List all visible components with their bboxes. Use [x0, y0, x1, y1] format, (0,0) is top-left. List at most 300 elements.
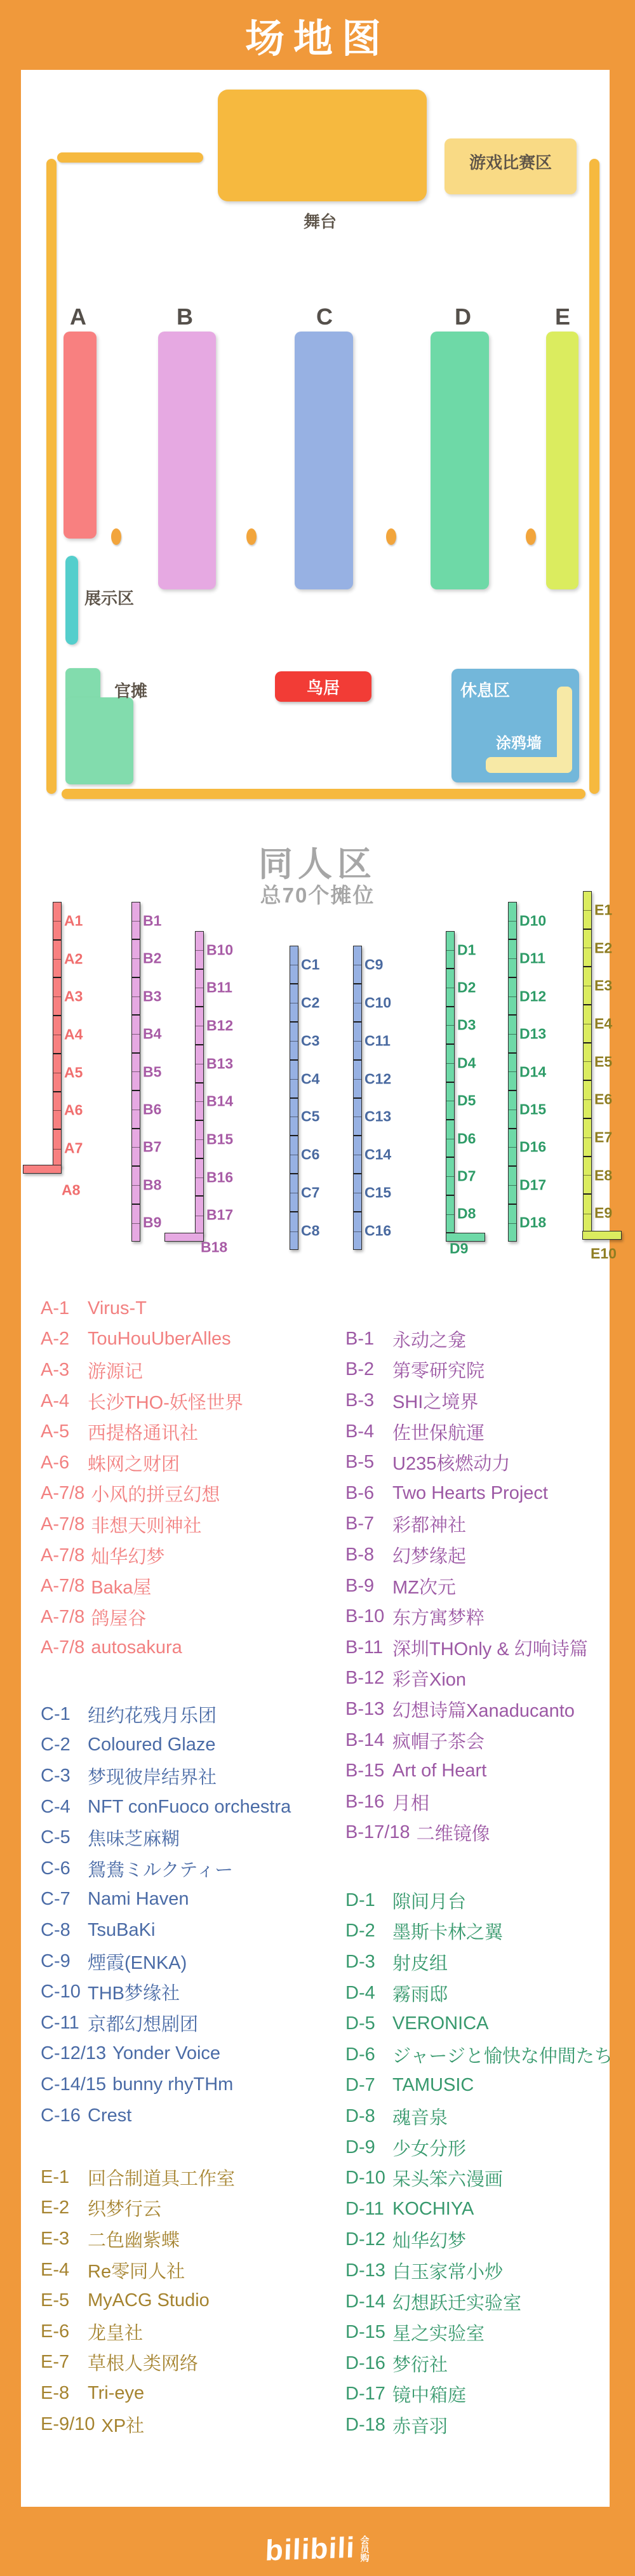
booth-cell-divider	[584, 1137, 591, 1138]
booth-strip-label: E2	[594, 939, 613, 956]
booth-list-row	[345, 1385, 588, 1416]
booth-cell	[132, 978, 140, 1016]
booth-name: Re零同人社	[88, 2261, 185, 2282]
booth-list-row	[41, 1602, 243, 1633]
booth-cell-divider	[509, 921, 516, 922]
booth-list-row	[41, 1386, 243, 1417]
booth-list-row	[41, 1699, 291, 1730]
booth-cell	[196, 1045, 203, 1083]
booth-strip-label: E6	[594, 1090, 613, 1108]
booth-name: NFT conFuoco orchestra	[88, 1796, 291, 1817]
booth-code: B-11	[345, 1637, 384, 1658]
booth-strip-label: E9	[594, 1204, 613, 1221]
exhibit-area-label: 展示区	[84, 589, 135, 608]
booth-name: 彩都神社	[392, 1515, 467, 1536]
booth-strip-label: E10	[591, 1245, 617, 1262]
booth-list-row	[345, 2194, 613, 2225]
booth-cell-divider	[584, 1061, 591, 1062]
booth-cell	[584, 1119, 591, 1157]
booth-cell	[584, 930, 591, 968]
booth-cell-divider	[132, 1071, 140, 1072]
booth-name: 焦味芝麻糊	[88, 1829, 180, 1850]
booth-cell-divider	[354, 1079, 361, 1080]
booth-strip-label: C16	[364, 1222, 392, 1239]
booth-strip-label: D5	[457, 1092, 476, 1109]
booth-cell	[446, 969, 454, 1007]
booth-strip-label: E1	[594, 901, 613, 918]
booth-strip-label: B15	[206, 1130, 234, 1148]
booth-strip-label: D18	[519, 1214, 547, 1231]
booth-code: C-9	[41, 1950, 70, 1971]
booth-code: C-14/15	[41, 2074, 107, 2095]
booth-list-row	[41, 2008, 291, 2039]
booth-name: 白玉家常小炒	[392, 2262, 504, 2283]
map-column-C	[295, 332, 353, 589]
booth-list-group-B	[345, 1324, 588, 1848]
booth-list-group-C	[41, 1699, 291, 2131]
booth-cell-divider	[132, 958, 140, 959]
torii-block	[275, 671, 371, 702]
booth-strip-label: E5	[594, 1053, 613, 1070]
booth-code: A-7/8	[41, 1513, 85, 1534]
fan-area-subtitle: 总70个摊位	[260, 883, 375, 907]
booth-name: ジャージと愉快な仲間たち	[392, 2046, 613, 2067]
booth-name: SHI之境界	[392, 1392, 479, 1412]
booth-strip-label: C5	[301, 1108, 320, 1125]
booth-list-row	[345, 1632, 588, 1663]
graffiti-wall-horizontal	[486, 757, 572, 773]
booth-cell-divider	[584, 910, 591, 911]
booth-strip-label: C14	[364, 1146, 392, 1163]
booth-list-row	[345, 1540, 588, 1571]
booth-list-row	[345, 1663, 588, 1694]
booth-code: D-13	[345, 2260, 385, 2281]
booth-cell	[509, 1016, 516, 1053]
booth-strip-endbar-E	[582, 1231, 622, 1240]
footer	[0, 2526, 635, 2571]
booth-strip-label: B9	[143, 1214, 162, 1231]
booth-cell	[196, 1159, 203, 1197]
booth-name: 幻梦缘起	[392, 1546, 467, 1567]
booth-name: TouHouUberAlles	[88, 1329, 231, 1350]
booth-strip-label: D15	[519, 1101, 547, 1118]
booth-code: A-4	[41, 1390, 70, 1411]
booth-cell	[196, 1121, 203, 1159]
booth-strip-B-left	[131, 902, 140, 1242]
booth-name: 东方寓梦粹	[392, 1608, 485, 1629]
booth-strip-label: B1	[143, 912, 162, 929]
booth-list-row	[41, 2285, 235, 2316]
booth-code: B-6	[345, 1482, 375, 1503]
booth-code: E-5	[41, 2290, 70, 2311]
booth-code: A-6	[41, 1452, 70, 1473]
booth-cell	[584, 967, 591, 1005]
booth-cell-divider	[509, 1185, 516, 1186]
booth-code: C-5	[41, 1827, 70, 1848]
booth-name: bunny rhyTHm	[112, 2074, 234, 2095]
booth-strip-label: D13	[519, 1025, 547, 1042]
booth-code: A-3	[41, 1359, 70, 1380]
booth-name: TsuBaKi	[88, 1919, 156, 1940]
booth-name: 非想天则神社	[91, 1515, 202, 1536]
booth-code: B-15	[345, 1761, 385, 1781]
booth-code: A-7/8	[41, 1637, 85, 1658]
booth-list-row	[345, 2008, 613, 2039]
booth-cell-divider	[509, 1034, 516, 1035]
booth-list-row	[41, 2378, 235, 2409]
page-title: 场地图	[244, 17, 390, 61]
booth-list-row	[41, 1822, 291, 1853]
booth-name: 灿华幻梦	[91, 1546, 165, 1567]
booth-strip-label: A7	[64, 1139, 83, 1157]
booth-list-row	[345, 2379, 613, 2410]
booth-list-row	[41, 2069, 291, 2100]
booth-list-row	[345, 1509, 588, 1540]
booth-strip-D-left	[446, 931, 455, 1233]
booth-code: B-2	[345, 1359, 375, 1380]
booth-code: D-12	[345, 2229, 385, 2250]
booth-list-row	[41, 2347, 235, 2378]
booth-strip-label: E7	[594, 1129, 613, 1146]
booth-strip-label: A4	[64, 1026, 83, 1043]
booth-cell	[290, 984, 298, 1023]
booth-cell	[290, 1023, 298, 1061]
booth-strip-label: D1	[457, 941, 476, 958]
booth-strip-label: C4	[301, 1070, 320, 1087]
booth-cell	[290, 1061, 298, 1099]
booth-strip-C-right	[353, 946, 362, 1250]
booth-strip-label: B3	[143, 988, 162, 1005]
booth-code: B-3	[345, 1390, 375, 1411]
booth-strip-label: D3	[457, 1016, 476, 1033]
booth-list-row	[345, 2163, 613, 2194]
booth-cell	[354, 1099, 361, 1137]
booth-list-row	[345, 1478, 588, 1509]
booth-cell	[290, 1136, 298, 1174]
booth-code: C-3	[41, 1765, 70, 1786]
booth-cell-divider	[132, 921, 140, 922]
stage-label: 舞台	[304, 212, 337, 231]
booth-strip-label: B18	[201, 1238, 228, 1256]
booth-code: D-5	[345, 2013, 375, 2034]
booth-list-row	[41, 1633, 243, 1664]
booth-name: Virus-T	[88, 1298, 147, 1318]
booth-cell-divider	[132, 1034, 140, 1035]
booth-name: 第零研究院	[392, 1361, 485, 1382]
booth-cell	[509, 940, 516, 977]
booth-strip-label: B17	[206, 1206, 234, 1223]
booth-strip-label: A8	[62, 1181, 81, 1198]
booth-list-row	[41, 1792, 291, 1823]
booth-name: 织梦行云	[88, 2199, 162, 2220]
booth-name: Coloured Glaze	[88, 1734, 216, 1755]
booth-list-group-A	[41, 1293, 243, 1663]
booth-strip-label: A2	[64, 950, 83, 967]
booth-cell-divider	[290, 1079, 298, 1080]
booth-name: 蛛网之财团	[88, 1454, 180, 1475]
booth-list-row	[345, 1694, 588, 1725]
booth-cell-divider	[290, 1041, 298, 1042]
booth-name: U235核燃动力	[392, 1454, 511, 1475]
booth-code: E-8	[41, 2382, 70, 2403]
graffiti-wall-label: 涂鸦墙	[496, 735, 542, 752]
booth-list-row	[41, 1509, 243, 1540]
booth-name: 幻想诗篇Xanaducanto	[392, 1700, 575, 1721]
booth-cell-divider	[509, 996, 516, 997]
aisle-dot-4	[526, 528, 536, 545]
booth-name: 鴛鴦ミルクティー	[88, 1860, 234, 1881]
booth-cell-divider	[53, 959, 61, 960]
booth-cell	[132, 1167, 140, 1204]
booth-code: E-4	[41, 2259, 70, 2280]
booth-cell	[196, 970, 203, 1008]
booth-list-row	[345, 1885, 613, 1916]
booth-cell	[132, 1054, 140, 1091]
booth-code: D-15	[345, 2322, 385, 2343]
booth-name: 星之实验室	[392, 2324, 485, 2345]
game-area-label: 游戏比赛区	[469, 153, 552, 172]
booth-code: A-1	[41, 1298, 70, 1318]
booth-name: 纽约花残月乐团	[88, 1705, 217, 1726]
booth-cell	[354, 946, 361, 984]
stage-block	[218, 90, 427, 201]
booth-cell	[132, 1205, 140, 1242]
booth-cell-divider	[509, 1223, 516, 1224]
booth-cell	[446, 1045, 454, 1082]
torii-label: 鸟居	[306, 678, 340, 697]
booth-strip-label: B8	[143, 1176, 162, 1193]
booth-code: D-18	[345, 2414, 385, 2435]
booth-name: TAMUSIC	[392, 2075, 474, 2096]
booth-code: B-1	[345, 1328, 375, 1349]
booth-list-row	[345, 2410, 613, 2441]
booth-strip-label: B14	[206, 1092, 234, 1110]
booth-code: E-9/10	[41, 2413, 95, 2434]
booth-name: 墨斯卡林之翼	[392, 1922, 504, 1943]
booth-list-row	[345, 1447, 588, 1478]
booth-list-row	[41, 2162, 235, 2193]
booth-cell	[354, 1136, 361, 1174]
booth-cell-divider	[53, 1110, 61, 1111]
booth-name: 灿华幻梦	[392, 2231, 467, 2252]
booth-strip-label: B4	[143, 1025, 162, 1042]
booth-list-row	[345, 2070, 613, 2102]
official-booth-label: 官摊	[114, 681, 148, 701]
booth-name: 呆头笨六漫画	[392, 2170, 504, 2190]
booth-strip-label: E3	[594, 977, 613, 994]
booth-cell-divider	[446, 950, 454, 951]
booth-code: A-7/8	[41, 1606, 85, 1627]
booth-code: C-11	[41, 2012, 79, 2033]
booth-code: B-12	[345, 1668, 385, 1689]
booth-name: 隙间月台	[392, 1891, 467, 1912]
booth-name: 回合制道具工作室	[88, 2168, 236, 2189]
booth-name: 西提格通讯社	[88, 1423, 199, 1444]
booth-name: 梦衍社	[392, 2354, 448, 2375]
booth-cell	[584, 1043, 591, 1082]
booth-code: B-7	[345, 1513, 375, 1534]
booth-name: 少女分形	[392, 2138, 467, 2159]
booth-strip-label: D16	[519, 1138, 547, 1155]
booth-cell	[584, 1157, 591, 1195]
booth-code: B-5	[345, 1452, 375, 1473]
booth-code: D-2	[345, 1921, 375, 1942]
booth-list-row	[41, 2255, 235, 2286]
booth-cell	[53, 978, 61, 1016]
booth-code: B-9	[345, 1575, 375, 1596]
booth-strip-label: B13	[206, 1055, 234, 1072]
booth-cell	[446, 1007, 454, 1045]
booth-strip-label: C3	[301, 1032, 320, 1049]
booth-cell-divider	[132, 1147, 140, 1148]
booth-strip-label: D10	[519, 912, 547, 929]
booth-name: Crest	[88, 2105, 132, 2126]
booth-cell	[132, 1016, 140, 1053]
booth-name: 游源记	[88, 1361, 144, 1382]
booth-list-row	[41, 1976, 291, 2008]
booth-strip-label: A3	[64, 988, 83, 1005]
booth-code: C-7	[41, 1889, 70, 1910]
booth-name: Two Hearts Project	[392, 1482, 548, 1503]
booth-code: B-4	[345, 1421, 375, 1442]
booth-list-row	[41, 2316, 235, 2347]
booth-list-row	[41, 1540, 243, 1571]
booth-list-row	[41, 1355, 243, 1386]
booth-cell-divider	[53, 1149, 61, 1150]
booth-cell	[53, 1016, 61, 1054]
booth-cell	[53, 1130, 61, 1168]
booth-code: B-16	[345, 1791, 385, 1812]
booth-strip-label: B2	[143, 949, 162, 967]
booth-strip-label: E4	[594, 1015, 613, 1032]
booth-cell-divider	[509, 1071, 516, 1072]
rest-area-box	[451, 669, 579, 782]
booth-cell	[132, 1129, 140, 1167]
wall-bottom	[62, 789, 585, 799]
booth-strip-label: B7	[143, 1138, 162, 1155]
booth-list-group-E	[41, 2162, 235, 2439]
booth-strip-label: D4	[457, 1054, 476, 1071]
booth-code: A-7/8	[41, 1576, 85, 1597]
booth-strip-label: D2	[457, 979, 476, 996]
booth-cell-divider	[509, 958, 516, 959]
wall-right	[589, 159, 599, 794]
booth-cell-divider	[584, 1099, 591, 1100]
booth-cell	[446, 1120, 454, 1158]
booth-name: 梦现彼岸结界社	[88, 1767, 217, 1788]
booth-list-row	[41, 1915, 291, 1946]
booth-strip-label: B10	[206, 941, 234, 958]
map-column-letter-A: A	[70, 304, 86, 330]
booth-cell-divider	[132, 996, 140, 997]
booth-name: 京都幻想剧团	[88, 2014, 199, 2035]
booth-cell-divider	[509, 1147, 516, 1148]
booth-code: A-7/8	[41, 1545, 85, 1566]
booth-list-row	[41, 1479, 243, 1510]
booth-cell	[354, 1174, 361, 1212]
booth-name: autosakura	[91, 1637, 182, 1658]
booth-code: D-6	[345, 2044, 375, 2065]
booth-cell-divider	[446, 1063, 454, 1064]
booth-strip-label: C8	[301, 1222, 320, 1239]
booth-list-row	[345, 1355, 588, 1386]
booth-cell	[509, 978, 516, 1016]
booth-code: D-9	[345, 2137, 375, 2157]
booth-code: B-13	[345, 1698, 385, 1719]
booth-name: 射皮组	[392, 1953, 448, 1974]
booth-cell	[53, 902, 61, 941]
bilibili-logo: bilibili	[264, 2530, 356, 2567]
booth-name: 深圳THOnly & 幻响诗篇	[392, 1639, 588, 1660]
booth-code: A-2	[41, 1329, 70, 1350]
booth-name: Yonder Voice	[112, 2043, 221, 2064]
booth-cell	[446, 1196, 454, 1233]
booth-code: C-1	[41, 1703, 70, 1724]
booth-code: A-7/8	[41, 1483, 85, 1504]
booth-name: Art of Heart	[392, 1761, 487, 1781]
booth-code: E-1	[41, 2166, 70, 2187]
booth-name: 鸽屋谷	[91, 1608, 147, 1629]
booth-cell	[196, 1083, 203, 1122]
booth-list-row	[41, 1416, 243, 1447]
booth-list-row	[41, 2100, 291, 2131]
booth-code: C-2	[41, 1734, 70, 1755]
booth-cell	[53, 1054, 61, 1092]
booth-list-row	[345, 2039, 613, 2070]
booth-cell	[53, 1092, 61, 1130]
booth-list-row	[345, 2101, 613, 2132]
booth-cell	[354, 1212, 361, 1251]
booth-cell	[132, 902, 140, 940]
booth-cell	[196, 1007, 203, 1045]
booth-code: D-11	[345, 2198, 384, 2219]
booth-list-row	[345, 2348, 613, 2379]
booth-name: 霧雨邸	[392, 1984, 448, 2005]
booth-code: C-10	[41, 1982, 81, 2002]
booth-strip-A	[53, 902, 62, 1167]
booth-strip-label: D9	[450, 1240, 469, 1257]
booth-strip-label: D12	[519, 988, 547, 1005]
booth-cell-divider	[53, 921, 61, 922]
map-column-B	[158, 332, 216, 589]
booth-strip-label: C15	[364, 1184, 392, 1201]
booth-cell	[509, 1129, 516, 1167]
booth-cell	[584, 1005, 591, 1043]
booth-strip-label: C12	[364, 1070, 392, 1087]
booth-name: Baka屋	[91, 1578, 152, 1599]
booth-list-row	[345, 1916, 613, 1947]
booth-code: D-3	[345, 1951, 375, 1972]
booth-code: D-16	[345, 2352, 385, 2373]
booth-list-row	[345, 1324, 588, 1355]
booth-code: E-6	[41, 2321, 70, 2342]
booth-list-row	[41, 2409, 235, 2440]
booth-strip-label: B16	[206, 1169, 234, 1186]
aisle-dot-1	[111, 528, 121, 545]
booth-cell	[509, 1054, 516, 1091]
booth-code: D-8	[345, 2105, 375, 2126]
booth-strip-endbar-A	[23, 1165, 62, 1174]
booth-cell	[584, 1081, 591, 1119]
booth-strip-label: D6	[457, 1130, 476, 1147]
map-column-A	[64, 332, 97, 539]
booth-name: 二维镜像	[416, 1824, 490, 1845]
booth-cell	[584, 1195, 591, 1233]
booth-code: C-12/13	[41, 2043, 107, 2064]
game-area-box	[444, 138, 577, 194]
booth-list-row	[41, 2039, 291, 2070]
booth-cell	[446, 1158, 454, 1195]
